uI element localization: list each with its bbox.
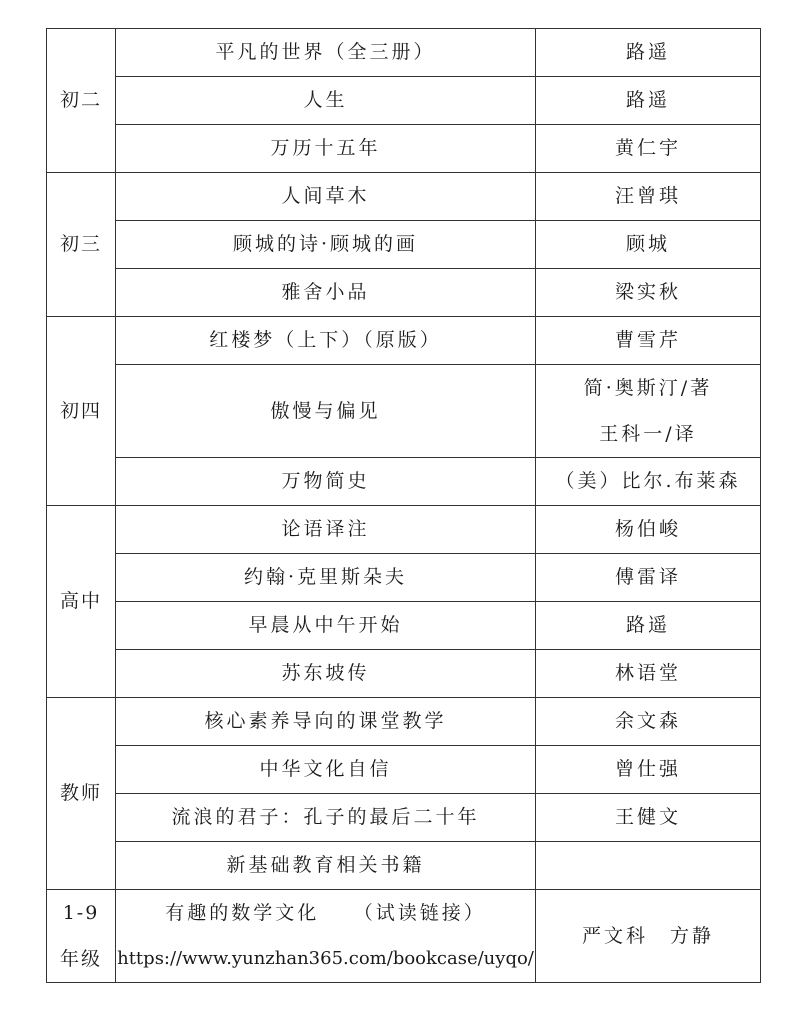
book-title-cell: 流浪的君子：孔子的最后二十年 bbox=[116, 794, 536, 842]
book-title-cell: 万历十五年 bbox=[116, 125, 536, 173]
table-row bbox=[47, 29, 761, 77]
trial-read-link[interactable]: https://www.yunzhan365.com/bookcase/uyqo/ bbox=[117, 948, 534, 969]
table-row bbox=[47, 506, 761, 554]
grade-line: 1-9 bbox=[62, 902, 100, 924]
book-title-cell: 傲慢与偏见 bbox=[116, 365, 536, 458]
author-cell: 汪曾琪 bbox=[536, 173, 761, 221]
author-cell bbox=[536, 842, 761, 890]
author-cell: 傅雷译 bbox=[536, 554, 761, 602]
grade-line: 年级 bbox=[59, 948, 102, 970]
author-cell: 王健文 bbox=[536, 794, 761, 842]
reading-list-table-container bbox=[46, 28, 761, 983]
book-title-cell: 雅舍小品 bbox=[116, 269, 536, 317]
table-row bbox=[47, 77, 761, 125]
author-cell: 路遥 bbox=[536, 29, 761, 77]
table-row bbox=[47, 554, 761, 602]
author-cell bbox=[536, 365, 761, 458]
table-row bbox=[47, 698, 761, 746]
author-cell: 余文森 bbox=[536, 698, 761, 746]
book-title-cell: 约翰·克里斯朵夫 bbox=[116, 554, 536, 602]
author-cell: 曾仕强 bbox=[536, 746, 761, 794]
author-line: 简·奥斯汀/著 bbox=[583, 377, 713, 399]
book-title-cell: 顾城的诗·顾城的画 bbox=[116, 221, 536, 269]
author-cell: 黄仁宇 bbox=[536, 125, 761, 173]
author-cell: 杨伯峻 bbox=[536, 506, 761, 554]
table-row bbox=[47, 173, 761, 221]
table-row bbox=[47, 125, 761, 173]
book-title-cell: 人生 bbox=[116, 77, 536, 125]
book-title-cell: 苏东坡传 bbox=[116, 650, 536, 698]
author-cell: 路遥 bbox=[536, 77, 761, 125]
author-cell: 严文科 方静 bbox=[536, 890, 761, 983]
author-cell: 曹雪芹 bbox=[536, 317, 761, 365]
book-title-cell: 万物简史 bbox=[116, 458, 536, 506]
grade-cell: 高中 bbox=[47, 506, 116, 698]
table-row bbox=[47, 650, 761, 698]
book-title-cell: 论语译注 bbox=[116, 506, 536, 554]
table-row bbox=[47, 458, 761, 506]
grade-cell: 初四 bbox=[47, 317, 116, 506]
reading-list-table bbox=[46, 28, 761, 983]
author-cell: 林语堂 bbox=[536, 650, 761, 698]
grade-cell bbox=[47, 890, 116, 983]
translator-line: 王科一/译 bbox=[599, 423, 697, 445]
author-cell: 路遥 bbox=[536, 602, 761, 650]
book-title-cell bbox=[116, 890, 536, 983]
book-title-cell: 平凡的世界（全三册） bbox=[116, 29, 536, 77]
table-row bbox=[47, 890, 761, 983]
table-row bbox=[47, 602, 761, 650]
grade-cell: 教师 bbox=[47, 698, 116, 890]
table-row bbox=[47, 317, 761, 365]
author-cell: 梁实秋 bbox=[536, 269, 761, 317]
book-title-cell: 早晨从中午开始 bbox=[116, 602, 536, 650]
book-title-cell: 核心素养导向的课堂教学 bbox=[116, 698, 536, 746]
book-title-line: 有趣的数学文化 （试读链接） bbox=[165, 902, 486, 924]
author-cell: 顾城 bbox=[536, 221, 761, 269]
book-title-cell: 新基础教育相关书籍 bbox=[116, 842, 536, 890]
table-row bbox=[47, 794, 761, 842]
table-row bbox=[47, 746, 761, 794]
table-row bbox=[47, 269, 761, 317]
book-title-cell: 红楼梦（上下）（原版） bbox=[116, 317, 536, 365]
author-cell: （美）比尔.布莱森 bbox=[536, 458, 761, 506]
grade-cell: 初三 bbox=[47, 173, 116, 317]
table-row bbox=[47, 221, 761, 269]
table-row bbox=[47, 842, 761, 890]
table-row bbox=[47, 365, 761, 458]
book-title-cell: 中华文化自信 bbox=[116, 746, 536, 794]
grade-cell: 初二 bbox=[47, 29, 116, 173]
book-title-cell: 人间草木 bbox=[116, 173, 536, 221]
